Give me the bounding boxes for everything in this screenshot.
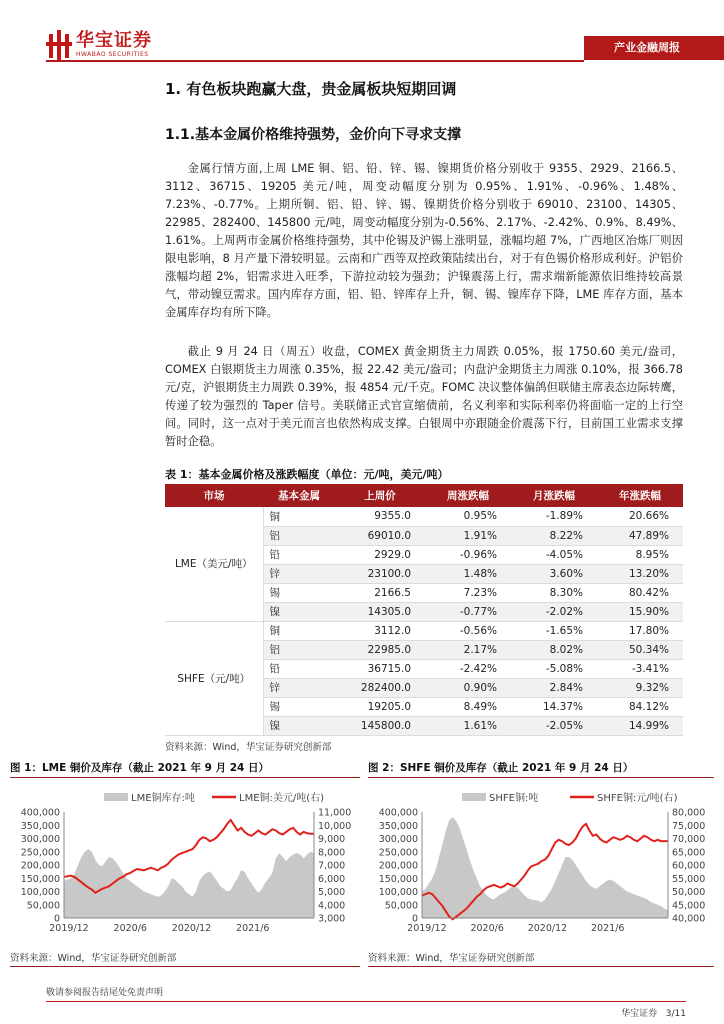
table-header-cell: 周涨跌幅 <box>425 484 511 507</box>
figure-2-chart <box>368 782 714 947</box>
right-tick-label: 50,000 <box>672 887 706 898</box>
left-tick-label: 300,000 <box>20 834 60 845</box>
left-tick-label: 350,000 <box>378 820 418 832</box>
monthly-change: -5.08% <box>511 659 597 678</box>
x-tick-label: 2019/12 <box>407 923 447 934</box>
right-tick-label: 8,000 <box>318 847 346 859</box>
last-price: 23100.0 <box>335 564 425 583</box>
market-cell: SHFE（元/吨） <box>165 621 263 735</box>
weekly-change: 1.61% <box>425 716 511 735</box>
right-tick-label: 65,000 <box>672 847 706 859</box>
table-title: 表 1：基本金属价格及涨跌幅度（单位：元/吨，美元/吨） <box>165 468 449 481</box>
table-row <box>165 507 683 526</box>
weekly-change: 0.90% <box>425 678 511 697</box>
left-tick-label: 100,000 <box>20 887 60 898</box>
table-header-cell: 月涨跌幅 <box>511 484 597 507</box>
section-title: 1. 有色板块跑赢大盘，贵金属板块短期回调 <box>165 80 457 98</box>
left-tick-label: 400,000 <box>378 807 418 819</box>
left-tick-label: 400,000 <box>20 807 60 819</box>
table-header-cell: 市场 <box>165 484 263 507</box>
weekly-change: 7.23% <box>425 583 511 602</box>
stock-area-series <box>64 849 314 918</box>
left-tick-label: 300,000 <box>378 834 418 845</box>
x-tick-label: 2020/6 <box>113 923 147 934</box>
page-number: 3/11 <box>665 1009 686 1019</box>
right-tick-label: 75,000 <box>672 820 706 832</box>
right-tick-label: 45,000 <box>672 900 706 912</box>
right-tick-label: 10,000 <box>318 820 352 832</box>
logo-english-name: HWABAO SECURITIES <box>76 50 149 58</box>
right-tick-label: 11,000 <box>318 807 352 819</box>
last-price: 69010.0 <box>335 526 425 545</box>
right-tick-label: 7,000 <box>318 860 346 872</box>
legend-label-price: SHFE铜:元/吨(右) <box>597 793 678 804</box>
weekly-change: 1.48% <box>425 564 511 583</box>
paragraph-metal-market: 金属行情方面,上周 LME 铜、铝、铅、锌、锡、镍期货价格分别收于 9355、2929、2166.5、3112、36715、19205 美元/吨，周变动幅度分别为 0.95%、1.91%、-0.96%、1.48%、7.23%、-0.77%。上期所铜、铝、铅、锌、锡、镍期货价格分别收于 69010、23100、14305、22985、282400、145800 元/吨，周变动幅度分别为-0.56%、2.17%、-2.42%、0.9%、8.49%、1.61%。上周两市金属价格维持强势，其中伦锡及沪锡上涨明显，涨幅均超 7%，广西地区冶炼厂则因限电影响，8 月产量下滑较明显。云南和广西等双控政策陆续出台，对于有色锡价格形成利好。沪铝价涨幅均超 2%，铝需求进入旺季，下游拉动较为强劲；沪镍震荡上行，需求端新能源依旧维持较高景气，带动镍豆需求。国内库存方面，铝、铅、锌库存上升，铜、锡、镍库存下降，LME 库存方面，基本金属库存均有所下降。 <box>165 162 683 319</box>
monthly-change: -1.89% <box>511 507 597 526</box>
right-tick-label: 6,000 <box>318 873 346 885</box>
footer-page-info <box>621 1006 686 1019</box>
yearly-change: 17.80% <box>597 621 683 640</box>
table-header-cell: 年涨跌幅 <box>597 484 683 507</box>
page-header <box>0 0 724 64</box>
monthly-change: 3.60% <box>511 564 597 583</box>
weekly-change: -0.77% <box>425 602 511 621</box>
metal-name: 镍 <box>263 716 335 735</box>
figure-1-bottom-rule <box>10 966 360 967</box>
last-price: 282400.0 <box>335 678 425 697</box>
monthly-change: 14.37% <box>511 697 597 716</box>
monthly-change: 8.22% <box>511 526 597 545</box>
stock-area-series <box>422 817 668 918</box>
monthly-change: 2.84% <box>511 678 597 697</box>
paragraph-precious-metals: 截止 9 月 24 日（周五）收盘，COMEX 黄金期货主力周跌 0.05%，报 1750.60 美元/盎司，COMEX 白银期货主力周涨 0.35%，报 22.42 美元/盎司；内盘沪金期货主力周涨 0.10%，报 366.78 元/克，沪银期货主力周跌 0.39%，报 4854 元/千克。FOMC 决议整体偏鸽但联储主席表态边际转鹰，传递了较为强烈的 Taper 信号。美联储正式官宣缩债前，名义利率和实际利率仍将面临一定的上行空间。同时，这一点对于美元而言也依然构成支撑。白银周中亦跟随金价震荡下行，目前国工业需求支撑暂时企稳。 <box>165 345 683 448</box>
x-tick-label: 2020/6 <box>470 923 504 934</box>
x-tick-label: 2019/12 <box>49 923 89 934</box>
last-price: 3112.0 <box>335 621 425 640</box>
metal-name: 锡 <box>263 697 335 716</box>
weekly-change: -2.42% <box>425 659 511 678</box>
legend-label-stock: SHFE铜:吨 <box>489 793 539 804</box>
report-type-tag: 产业金融周报 <box>584 36 724 60</box>
metal-name: 铜 <box>263 507 335 526</box>
legend-label-price: LME铜:美元/吨(右) <box>239 793 325 804</box>
left-tick-label: 150,000 <box>378 873 418 885</box>
table-header-cell: 上周价 <box>335 484 425 507</box>
right-tick-label: 60,000 <box>672 860 706 872</box>
right-tick-label: 40,000 <box>672 913 706 925</box>
weekly-change: 8.49% <box>425 697 511 716</box>
table-row <box>165 621 683 640</box>
yearly-change: 47.89% <box>597 526 683 545</box>
left-tick-label: 200,000 <box>378 860 418 872</box>
left-tick-label: 100,000 <box>378 887 418 898</box>
yearly-change: 50.34% <box>597 640 683 659</box>
last-price: 2929.0 <box>335 545 425 564</box>
last-price: 145800.0 <box>335 716 425 735</box>
legend-label-stock: LME铜库存:吨 <box>131 793 195 804</box>
left-tick-label: 150,000 <box>20 873 60 885</box>
last-price: 19205.0 <box>335 697 425 716</box>
table-header-cell: 基本金属 <box>263 484 335 507</box>
right-tick-label: 70,000 <box>672 834 706 845</box>
weekly-change: -0.96% <box>425 545 511 564</box>
metal-name: 铝 <box>263 640 335 659</box>
figure-1-source: 资料来源：Wind，华宝证券研究创新部 <box>10 953 177 964</box>
left-tick-label: 350,000 <box>20 820 60 832</box>
weekly-change: 2.17% <box>425 640 511 659</box>
metal-name: 镍 <box>263 602 335 621</box>
yearly-change: 84.12% <box>597 697 683 716</box>
figure-1-title: 图 1：LME 铜价及库存（截止 2021 年 9 月 24 日） <box>10 762 270 774</box>
last-price: 36715.0 <box>335 659 425 678</box>
metal-name: 铅 <box>263 659 335 678</box>
monthly-change: 8.02% <box>511 640 597 659</box>
metal-name: 铅 <box>263 545 335 564</box>
metal-name: 铝 <box>263 526 335 545</box>
monthly-change: -2.05% <box>511 716 597 735</box>
header-rule <box>46 60 584 62</box>
right-tick-label: 4,000 <box>318 900 346 912</box>
left-tick-label: 0 <box>53 913 60 925</box>
left-tick-label: 200,000 <box>20 860 60 872</box>
figure-2-source: 资料来源：Wind，华宝证券研究创新部 <box>368 953 535 964</box>
weekly-change: 1.91% <box>425 526 511 545</box>
market-cell: LME（美元/吨） <box>165 507 263 621</box>
figure-2-bottom-rule <box>368 966 714 967</box>
right-tick-label: 3,000 <box>318 913 346 925</box>
x-tick-label: 2020/12 <box>171 923 212 934</box>
company-logo <box>46 30 152 60</box>
monthly-change: 8.30% <box>511 583 597 602</box>
yearly-change: 80.42% <box>597 583 683 602</box>
right-tick-label: 80,000 <box>672 807 706 819</box>
last-price: 22985.0 <box>335 640 425 659</box>
last-price: 14305.0 <box>335 602 425 621</box>
last-price: 2166.5 <box>335 583 425 602</box>
footer-disclaimer: 敬请参阅报告结尾处免责声明 <box>46 988 164 998</box>
metal-name: 锌 <box>263 564 335 583</box>
logo-mark-icon <box>46 30 72 60</box>
monthly-change: -1.65% <box>511 621 597 640</box>
figure-1-rule <box>10 777 360 778</box>
yearly-change: 14.99% <box>597 716 683 735</box>
monthly-change: -4.05% <box>511 545 597 564</box>
subsection-title: 1.1.基本金属价格维持强势，金价向下寻求支撑 <box>165 127 462 143</box>
x-tick-label: 2020/12 <box>527 923 568 934</box>
footer-brand: 华宝证券 <box>621 1009 658 1019</box>
left-tick-label: 50,000 <box>384 900 418 912</box>
table-header-row <box>165 484 683 507</box>
x-tick-label: 2021/6 <box>591 923 625 934</box>
footer-rule <box>46 1001 686 1002</box>
metal-name: 锌 <box>263 678 335 697</box>
weekly-change: 0.95% <box>425 507 511 526</box>
left-tick-label: 0 <box>411 913 418 925</box>
yearly-change: 20.66% <box>597 507 683 526</box>
right-tick-label: 9,000 <box>318 834 346 845</box>
figure-2-title: 图 2：SHFE 铜价及库存（截止 2021 年 9 月 24 日） <box>368 762 634 774</box>
metal-price-table <box>165 484 683 736</box>
left-tick-label: 250,000 <box>378 847 418 859</box>
metal-name: 锡 <box>263 583 335 602</box>
yearly-change: -3.41% <box>597 659 683 678</box>
yearly-change: 8.95% <box>597 545 683 564</box>
x-tick-label: 2021/6 <box>236 923 270 934</box>
table-source: 资料来源：Wind，华宝证券研究创新部 <box>165 742 332 753</box>
legend-swatch-stock <box>104 793 128 801</box>
figure-1-chart <box>10 782 360 947</box>
right-tick-label: 5,000 <box>318 887 346 898</box>
yearly-change: 9.32% <box>597 678 683 697</box>
weekly-change: -0.56% <box>425 621 511 640</box>
metal-name: 铜 <box>263 621 335 640</box>
logo-chinese-name: 华宝证券 <box>76 29 152 51</box>
yearly-change: 13.20% <box>597 564 683 583</box>
monthly-change: -2.02% <box>511 602 597 621</box>
figure-2-rule <box>368 777 714 778</box>
left-tick-label: 50,000 <box>26 900 60 912</box>
yearly-change: 15.90% <box>597 602 683 621</box>
right-tick-label: 55,000 <box>672 873 706 885</box>
left-tick-label: 250,000 <box>20 847 60 859</box>
legend-swatch-stock <box>462 793 486 801</box>
last-price: 9355.0 <box>335 507 425 526</box>
